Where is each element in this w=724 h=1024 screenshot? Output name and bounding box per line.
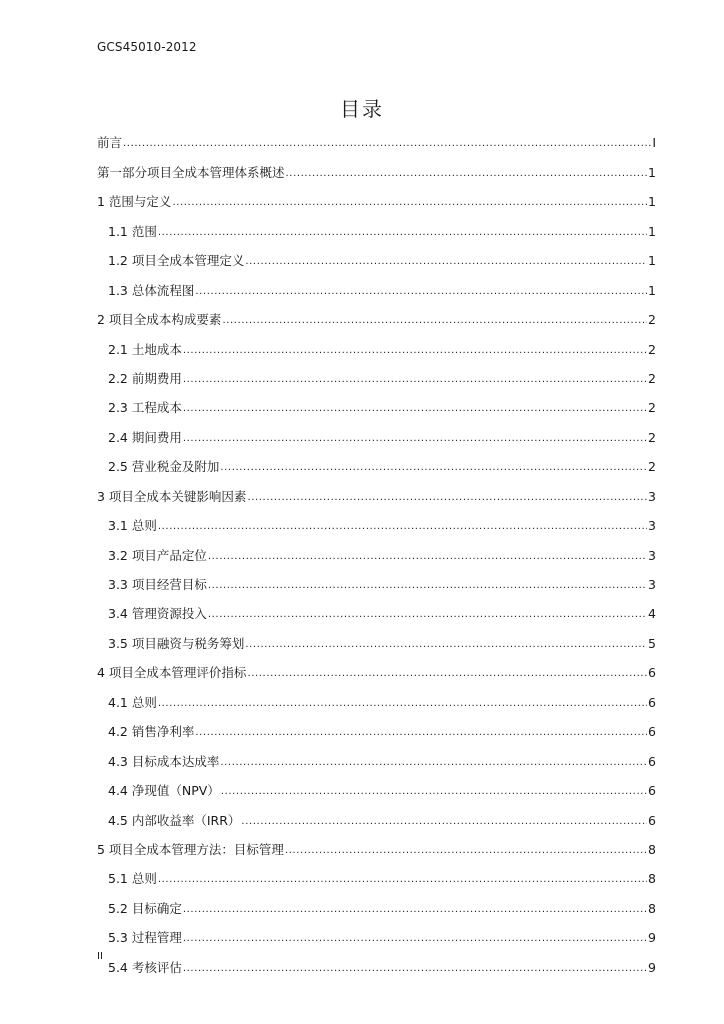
toc-entry-label: 2.5 营业税金及附加	[108, 459, 220, 475]
toc-dot-leader	[183, 403, 647, 415]
toc-dot-leader	[195, 727, 647, 739]
toc-entry-label: 5.1 总则	[108, 871, 157, 887]
toc-dot-leader	[245, 639, 647, 651]
toc-entry-label: 1.3 总体流程图	[108, 282, 195, 298]
toc-dot-leader	[221, 786, 647, 798]
toc-entry[interactable]	[97, 415, 656, 444]
toc-entry-label: 4 项目全成本管理评价指标	[97, 665, 247, 681]
toc-entry-label: 4.1 总则	[108, 694, 157, 710]
toc-entry-page: I	[652, 135, 656, 151]
toc-entry-label: 2.2 前期费用	[108, 370, 182, 386]
toc-entry-label: 1.1 范围	[108, 223, 157, 239]
toc-dot-leader	[285, 845, 647, 857]
toc-entry-page: 4	[648, 606, 656, 622]
toc-entry[interactable]	[97, 121, 656, 150]
toc-dot-leader	[183, 374, 647, 386]
toc-entry-page: 5	[648, 635, 656, 651]
toc-entry-label: 1 范围与定义	[97, 194, 172, 210]
toc-dot-leader	[158, 227, 647, 239]
toc-title: 目录	[340, 97, 384, 121]
toc-dot-leader	[247, 668, 647, 680]
toc-dot-leader	[195, 286, 647, 298]
toc-entry[interactable]	[97, 357, 656, 386]
toc-entry-page: 9	[648, 959, 656, 975]
toc-entry-page: 2	[648, 459, 656, 475]
toc-entry-page: 6	[648, 724, 656, 740]
toc-dot-leader	[183, 433, 647, 445]
toc-dot-leader	[183, 904, 647, 916]
toc-entry[interactable]	[97, 769, 656, 798]
toc-entry-page: 1	[648, 194, 656, 210]
toc-entry[interactable]	[97, 474, 656, 503]
toc-entry-label: 3.1 总则	[108, 518, 157, 534]
toc-entry-page: 8	[648, 871, 656, 887]
toc-entry[interactable]	[97, 798, 656, 827]
toc-entry-label: 3.3 项目经营目标	[108, 577, 207, 592]
toc-entry[interactable]	[97, 916, 656, 945]
toc-dot-leader	[220, 462, 647, 474]
toc-entry-label: 3.2 项目产品定位	[108, 547, 207, 563]
toc-dot-leader	[208, 580, 647, 592]
toc-entry-page: 1	[648, 223, 656, 239]
toc-entry-page: 9	[648, 930, 656, 946]
toc-dot-leader	[208, 551, 647, 563]
toc-entry-page: 8	[648, 900, 656, 916]
toc-entry-label: 3 项目全成本关键影响因素	[97, 488, 247, 504]
toc-entry[interactable]	[97, 739, 656, 768]
toc-entry-label: 4.2 销售净利率	[108, 724, 195, 740]
toc-dot-leader	[183, 345, 647, 357]
toc-entry-page: 2	[648, 370, 656, 386]
toc-entry-label: 5.4 考核评估	[108, 959, 182, 975]
toc-entry-label: 5 项目全成本管理方法：目标管理	[97, 841, 284, 857]
toc-entry[interactable]	[97, 180, 656, 209]
toc-entry-label: 1.2 项目全成本管理定义	[108, 253, 245, 269]
toc-entry-page: 1	[648, 253, 656, 269]
toc-entry-page: 1	[648, 282, 656, 298]
toc-entry-page: 3	[648, 488, 656, 504]
toc-entry[interactable]	[97, 209, 656, 238]
toc-dot-leader	[158, 521, 647, 533]
toc-entry-page: 2	[648, 400, 656, 416]
document-code-header: GCS45010-2012	[97, 40, 197, 54]
toc-entry-label: 4.3 目标成本达成率	[108, 753, 220, 769]
toc-dot-leader	[158, 698, 647, 710]
toc-entry[interactable]	[97, 563, 656, 592]
toc-entry-page: 6	[648, 694, 656, 710]
toc-entry-label: 5.2 目标确定	[108, 900, 182, 916]
toc-entry[interactable]	[97, 150, 656, 179]
toc-entry-label: 2.1 土地成本	[108, 341, 182, 357]
toc-entry[interactable]	[97, 886, 656, 915]
page-number-footer: II	[97, 951, 103, 962]
toc-dot-leader	[245, 256, 647, 268]
toc-entry-page: 2	[648, 312, 656, 328]
toc-entry-label: 2.3 工程成本	[108, 400, 182, 416]
table-of-contents	[97, 121, 656, 975]
toc-entry[interactable]	[97, 621, 656, 650]
toc-entry-page: 3	[648, 577, 656, 592]
toc-entry[interactable]	[97, 651, 656, 680]
toc-entry[interactable]	[97, 592, 656, 621]
toc-entry-label: 5.3 过程管理	[108, 930, 182, 946]
toc-entry-label: 3.4 管理资源投入	[108, 606, 207, 622]
toc-entry-page: 3	[648, 547, 656, 563]
toc-dot-leader	[241, 816, 647, 828]
toc-dot-leader	[247, 492, 647, 504]
toc-entry-label: 4.4 净现值（NPV）	[108, 783, 220, 799]
toc-entry-page: 3	[648, 518, 656, 534]
toc-entry-label: 3.5 项目融资与税务筹划	[108, 635, 245, 651]
toc-dot-leader	[183, 933, 647, 945]
toc-entry-label: 4.5 内部收益率（IRR）	[108, 812, 241, 828]
toc-entry-page: 8	[648, 841, 656, 857]
toc-entry[interactable]	[97, 857, 656, 886]
toc-dot-leader	[172, 197, 647, 209]
toc-entry[interactable]	[97, 680, 656, 709]
toc-entry-page: 2	[648, 341, 656, 357]
toc-entry-label: 2.4 期间费用	[108, 429, 182, 445]
toc-entry[interactable]	[97, 298, 656, 327]
toc-entry-page: 1	[648, 164, 656, 180]
toc-dot-leader	[123, 138, 651, 150]
toc-dot-leader	[286, 168, 648, 180]
toc-entry[interactable]	[97, 828, 656, 857]
toc-dot-leader	[158, 874, 647, 886]
toc-entry[interactable]	[97, 533, 656, 562]
toc-entry[interactable]	[97, 327, 656, 356]
toc-entry-page: 6	[648, 783, 656, 799]
toc-entry-label: 前言	[97, 135, 123, 151]
toc-dot-leader	[222, 315, 647, 327]
toc-entry-page: 2	[648, 429, 656, 445]
toc-entry-label: 2 项目全成本构成要素	[97, 312, 222, 328]
toc-entry[interactable]	[97, 504, 656, 533]
toc-entry[interactable]	[97, 268, 656, 297]
toc-dot-leader	[183, 963, 647, 975]
toc-entry[interactable]	[97, 945, 656, 974]
toc-entry[interactable]	[97, 386, 656, 415]
toc-entry[interactable]	[97, 710, 656, 739]
toc-entry[interactable]	[97, 239, 656, 268]
toc-entry[interactable]	[97, 445, 656, 474]
toc-entry-page: 6	[648, 665, 656, 681]
toc-dot-leader	[220, 757, 647, 769]
toc-entry-label: 第一部分项目全成本管理体系概述	[97, 164, 285, 180]
toc-entry-page: 6	[648, 753, 656, 769]
toc-dot-leader	[208, 609, 647, 621]
toc-entry-page: 6	[648, 812, 656, 828]
